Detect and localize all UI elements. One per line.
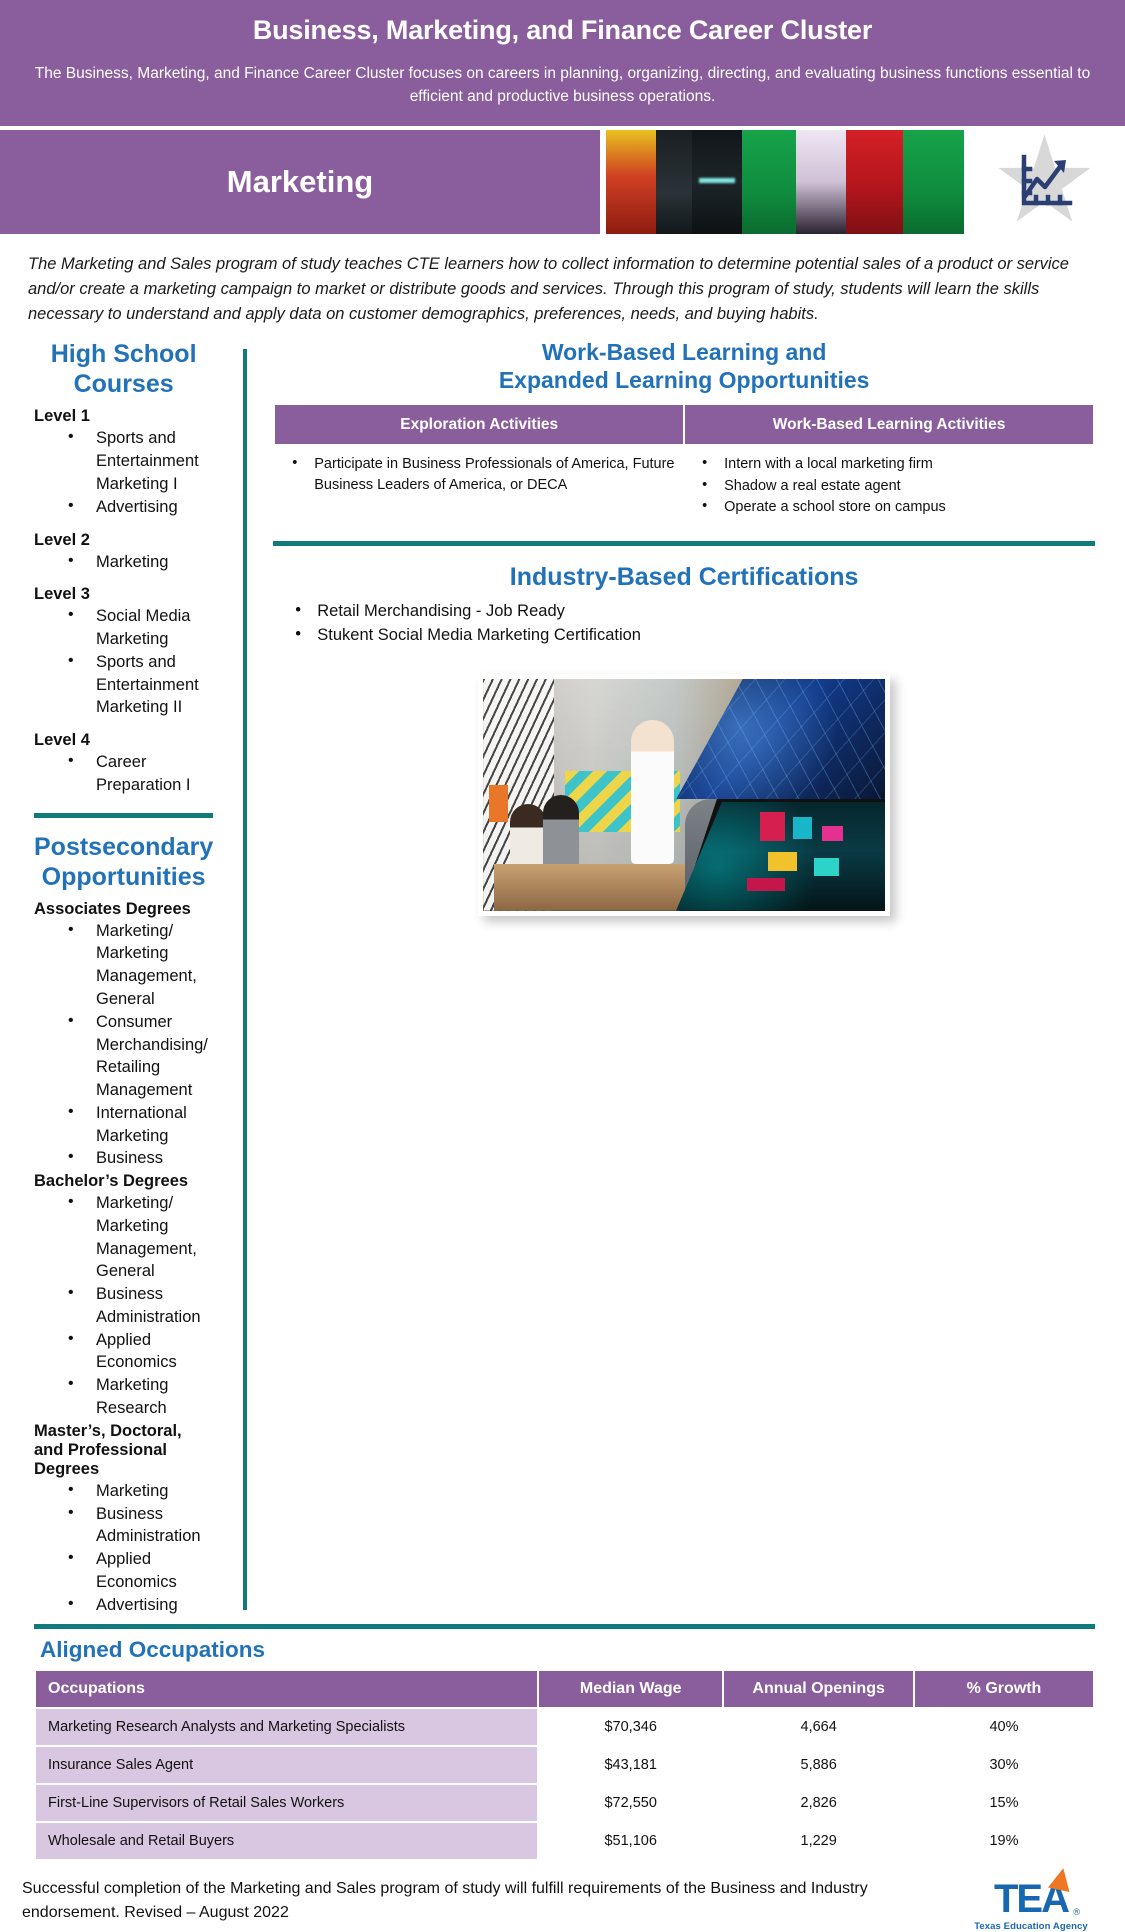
growth-value: 30%: [914, 1746, 1094, 1784]
high-school-courses-title: High School Courses: [50, 340, 197, 399]
column-header-wbl: Work-Based Learning Activities: [684, 404, 1094, 445]
level-group: [34, 531, 213, 574]
star-with-line-chart-icon: [964, 126, 1125, 238]
table-header-row: [274, 404, 1094, 445]
certifications-title: Industry-Based Certifications: [509, 562, 859, 591]
list-item: • Operate a school store on campus: [688, 497, 1090, 518]
list-item: • Applied Economics: [34, 1548, 213, 1594]
list-item: • Business Administration: [34, 1283, 213, 1329]
list-item: • Sports and Entertainment Marketing I: [34, 427, 213, 495]
tea-logo: [961, 1877, 1101, 1932]
wbl-title-line-2: Expanded Learning Opportunities: [498, 367, 870, 394]
list-item: • Marketing: [34, 551, 213, 574]
wbl-activities-cell: [684, 445, 1094, 523]
table-row: [35, 1784, 1094, 1822]
level-group: [34, 585, 213, 719]
career-cluster-header: [0, 0, 1125, 126]
column-header-exploration: Exploration Activities: [274, 404, 684, 445]
postsecondary-title: Postsecondary Opportunities: [34, 832, 214, 891]
career-cluster-description: The Business, Marketing, and Finance Career Cluster focuses on careers in planning, organizing, directing, and evaluating business functions essential to efficient and productive business operations.: [34, 64, 1091, 105]
flame-icon: [1048, 1866, 1074, 1892]
level-label: Level 2: [34, 530, 90, 549]
list-item: • Advertising: [34, 1594, 213, 1617]
column-header-occupations: Occupations: [35, 1671, 538, 1708]
main-content: [0, 333, 1125, 1616]
registered-trademark-icon: ®: [1073, 1907, 1080, 1918]
degree-list: [34, 920, 213, 1170]
career-cluster-title: Business, Marketing, and Finance Career Cluster: [252, 15, 873, 45]
degree-group: [34, 1172, 213, 1420]
left-column: [0, 339, 243, 1616]
occupation-name: Wholesale and Retail Buyers: [35, 1822, 538, 1860]
annual-openings-value: 5,886: [723, 1746, 914, 1784]
degree-list: [34, 1480, 213, 1617]
course-list: [34, 605, 213, 719]
median-wage-value: $43,181: [538, 1746, 723, 1784]
list-item: • Sports and Entertainment Marketing II: [34, 651, 213, 719]
exploration-activities-cell: [274, 445, 684, 523]
level-group: [34, 407, 213, 518]
work-based-learning-table: [273, 403, 1095, 523]
banner-photo: [606, 130, 964, 234]
growth-value: 19%: [914, 1822, 1094, 1860]
degree-group-label: Associates Degrees: [34, 899, 191, 918]
course-list: [34, 551, 213, 574]
list-item: • Shadow a real estate agent: [688, 476, 1090, 497]
line-chart-icon: [1014, 151, 1076, 213]
tea-logo-letters: TEA: [994, 1877, 1068, 1922]
section-divider: [34, 1624, 1095, 1629]
aligned-occupations-table: [34, 1671, 1095, 1861]
table-row: [35, 1708, 1094, 1746]
list-item: • Applied Economics: [34, 1329, 213, 1375]
table-row: [35, 1822, 1094, 1860]
footer-note: Successful completion of the Marketing and Sales program of study will fulfill requirements of the Business and Industry endorsement. Revised – August 2022: [22, 1880, 868, 1922]
median-wage-value: $70,346: [538, 1708, 723, 1746]
program-title: Marketing: [226, 164, 374, 200]
column-header-growth: % Growth: [914, 1671, 1094, 1708]
list-item: • Marketing/ Marketing Management, General: [34, 920, 213, 1011]
course-list: [34, 751, 213, 797]
list-item: • International Marketing: [34, 1102, 213, 1148]
degree-group: [34, 900, 213, 1170]
right-column: [247, 339, 1125, 1616]
certifications-list: [273, 600, 1095, 648]
occupation-name: First-Line Supervisors of Retail Sales Workers: [35, 1784, 538, 1822]
list-item: • Stukent Social Media Marketing Certification: [273, 624, 1095, 648]
growth-value: 15%: [914, 1784, 1094, 1822]
aligned-occupations-section: [0, 1624, 1125, 1861]
column-header-annual-openings: Annual Openings: [723, 1671, 914, 1708]
section-divider: [273, 541, 1095, 546]
degree-list: [34, 1192, 213, 1420]
occupation-name: Insurance Sales Agent: [35, 1746, 538, 1784]
annual-openings-value: 4,664: [723, 1708, 914, 1746]
degree-group-label: Master’s, Doctoral, and Professional Degrees: [34, 1421, 182, 1478]
collage-inner: [483, 679, 885, 911]
list-item: • Marketing Research: [34, 1374, 213, 1420]
list-item: • Intern with a local marketing firm: [688, 454, 1090, 475]
list-item: • Advertising: [34, 496, 213, 519]
list-item: • Business: [34, 1147, 213, 1170]
annual-openings-value: 1,229: [723, 1822, 914, 1860]
list-item: • Participate in Business Professionals of America, Future Business Leaders of America, or DECA: [278, 454, 680, 495]
aligned-occupations-title: Aligned Occupations: [40, 1637, 266, 1663]
list-item: • Consumer Merchandising/ Retailing Management: [34, 1011, 213, 1102]
tea-logo-mark: [994, 1877, 1080, 1922]
list-item: • Career Preparation I: [34, 751, 213, 797]
photo-collage: [478, 674, 890, 916]
annual-openings-value: 2,826: [723, 1784, 914, 1822]
program-banner: [0, 126, 1125, 238]
occupation-name: Marketing Research Analysts and Marketing Specialists: [35, 1708, 538, 1746]
course-list: [34, 427, 213, 518]
program-introduction: The Marketing and Sales program of study teaches CTE learners how to collect information to determine potential sales of a product or service and/or create a marketing campaign to market or distribute goods and services. Through this program of study, students will learn the skills necessary to understand and apply data on customer demographics, preferences, needs, and buying habits.: [28, 255, 1069, 324]
section-divider: [34, 813, 213, 818]
list-item: • Social Media Marketing: [34, 605, 213, 651]
list-item: • Marketing/ Marketing Management, General: [34, 1192, 213, 1283]
median-wage-value: $72,550: [538, 1784, 723, 1822]
table-row: [274, 445, 1094, 523]
list-item: • Business Administration: [34, 1503, 213, 1549]
tea-logo-subtitle: Texas Education Agency: [974, 1921, 1088, 1932]
table-header-row: [35, 1671, 1094, 1708]
level-label: Level 1: [34, 407, 90, 426]
median-wage-value: $51,106: [538, 1822, 723, 1860]
level-group: [34, 731, 213, 797]
growth-value: 40%: [914, 1708, 1094, 1746]
list-item: • Retail Merchandising - Job Ready: [273, 600, 1095, 624]
degree-group: [34, 1422, 213, 1617]
column-header-median-wage: Median Wage: [538, 1671, 723, 1708]
program-title-bar: [0, 130, 600, 234]
table-row: [35, 1746, 1094, 1784]
level-label: Level 4: [34, 731, 90, 750]
work-based-learning-title: [273, 339, 1095, 394]
list-item: • Marketing: [34, 1480, 213, 1503]
exploration-activities-list: [278, 454, 680, 495]
wbl-activities-list: [688, 454, 1090, 518]
degree-group-label: Bachelor’s Degrees: [34, 1172, 189, 1191]
page-footer: [0, 1861, 1125, 1932]
level-label: Level 3: [34, 585, 90, 604]
wbl-title-line-1: Work-Based Learning and: [541, 339, 827, 366]
